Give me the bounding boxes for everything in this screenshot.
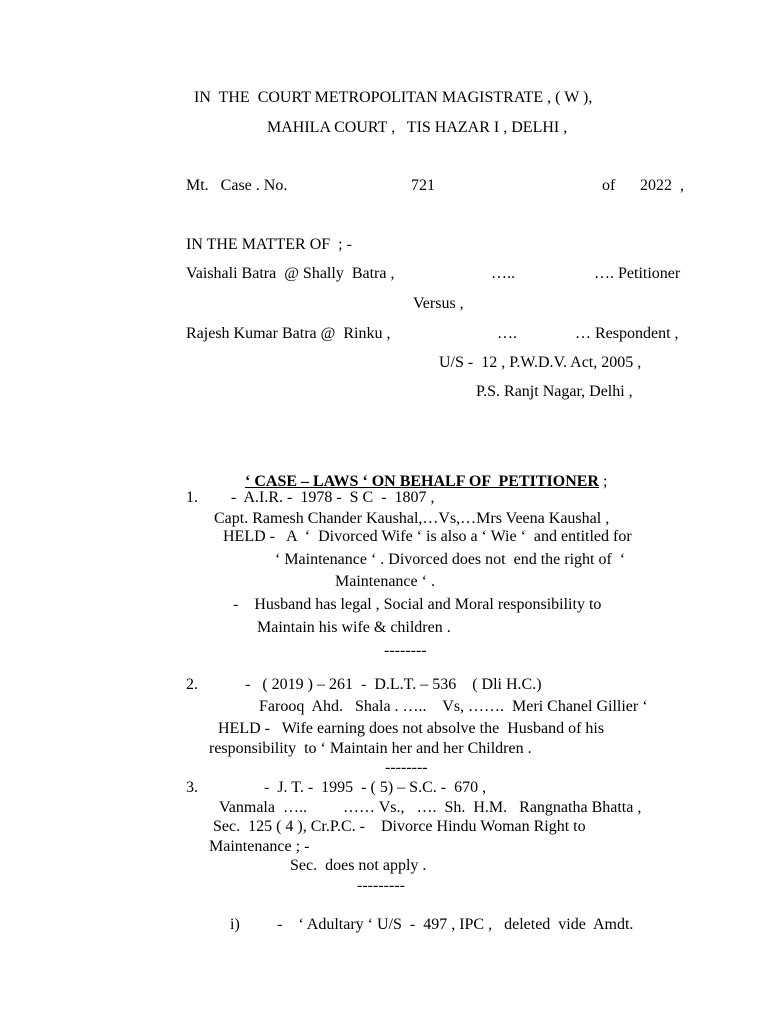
item-1-separator: -------- bbox=[384, 642, 427, 659]
petitioner-dots: ….. bbox=[491, 265, 515, 282]
respondent-label: … Respondent , bbox=[575, 325, 679, 342]
item-3-held-line3: Sec. does not apply . bbox=[290, 857, 427, 874]
respondent-dots: …. bbox=[497, 325, 517, 342]
item-3-parties: Vanmala ….. …… Vs., …. Sh. H.M. Rangnatha Bhatta , bbox=[219, 799, 642, 816]
court-heading-line2: MAHILA COURT , TIS HAZAR I , DELHI , bbox=[267, 119, 568, 136]
item-3-number: 3. bbox=[186, 779, 198, 796]
item-1-held-line5: Maintain his wife & children . bbox=[257, 619, 451, 636]
item-2-separator: -------- bbox=[385, 759, 428, 776]
item-2-held-line1: HELD - Wife earning does not absolve the Husband of his bbox=[218, 720, 605, 737]
item-1-number: 1. bbox=[186, 489, 198, 506]
court-heading-line1: IN THE COURT METROPOLITAN MAGISTRATE , ( W ), bbox=[194, 89, 593, 106]
item-1-parties: Capt. Ramesh Chander Kaushal,…Vs,…Mrs Veena Kaushal , bbox=[214, 510, 610, 527]
caselaws-title-suffix: ; bbox=[598, 473, 608, 491]
petitioner-name: Vaishali Batra @ Shally Batra , bbox=[186, 265, 395, 282]
item-1-held-line3: Maintenance ‘ . bbox=[335, 573, 435, 590]
item-3-held-line2: Maintenance ; - bbox=[209, 838, 310, 855]
item-3-separator: --------- bbox=[357, 877, 405, 894]
item-1-held-line2: ‘ Maintenance ‘ . Divorced does not end the right of ‘ bbox=[275, 551, 626, 568]
versus-text: Versus , bbox=[413, 295, 464, 312]
item-2-number: 2. bbox=[186, 676, 198, 693]
item-1-citation: - A.I.R. - 1978 - S C - 1807 , bbox=[231, 489, 435, 506]
item-3-held-line1: Sec. 125 ( 4 ), Cr.P.C. - Divorce Hindu Woman Right to bbox=[213, 818, 586, 835]
item-3-citation: - J. T. - 1995 - ( 5) – S.C. - 670 , bbox=[264, 779, 487, 796]
item-1-held-line1: HELD - A ‘ Divorced Wife ‘ is also a ‘ Wie ‘ and entitled for bbox=[223, 528, 632, 545]
item-1-held-line4: - Husband has legal , Social and Moral responsibility to bbox=[233, 596, 602, 613]
respondent-name: Rajesh Kumar Batra @ Rinku , bbox=[186, 325, 391, 342]
case-no-label: Mt. Case . No. bbox=[186, 177, 288, 194]
matter-heading: IN THE MATTER OF ; - bbox=[186, 236, 352, 253]
caselaws-title-underlined: ‘ CASE – LAWS ‘ ON BEHALF OF PETITIONER bbox=[245, 473, 599, 491]
case-no-of: of bbox=[602, 177, 616, 194]
case-no-year: 2022 , bbox=[640, 177, 684, 194]
act-reference: U/S - 12 , P.W.D.V. Act, 2005 , bbox=[439, 354, 642, 371]
police-station: P.S. Ranjt Nagar, Delhi , bbox=[476, 383, 633, 400]
case-no-number: 721 bbox=[411, 177, 435, 194]
item-2-held-line2: responsibility to ‘ Maintain her and her Children . bbox=[209, 740, 532, 757]
item-2-parties: Farooq Ahd. Shala . ….. Vs, ……. Meri Chanel Gillier ‘ bbox=[259, 698, 648, 715]
petitioner-label: …. Petitioner bbox=[594, 265, 681, 282]
sub-item-text: - ‘ Adultary ‘ U/S - 497 , IPC , deleted vide Amdt. bbox=[277, 916, 634, 933]
item-2-citation: - ( 2019 ) – 261 - D.L.T. – 536 ( Dli H.C.) bbox=[245, 676, 542, 693]
sub-item-number: i) bbox=[230, 916, 240, 933]
